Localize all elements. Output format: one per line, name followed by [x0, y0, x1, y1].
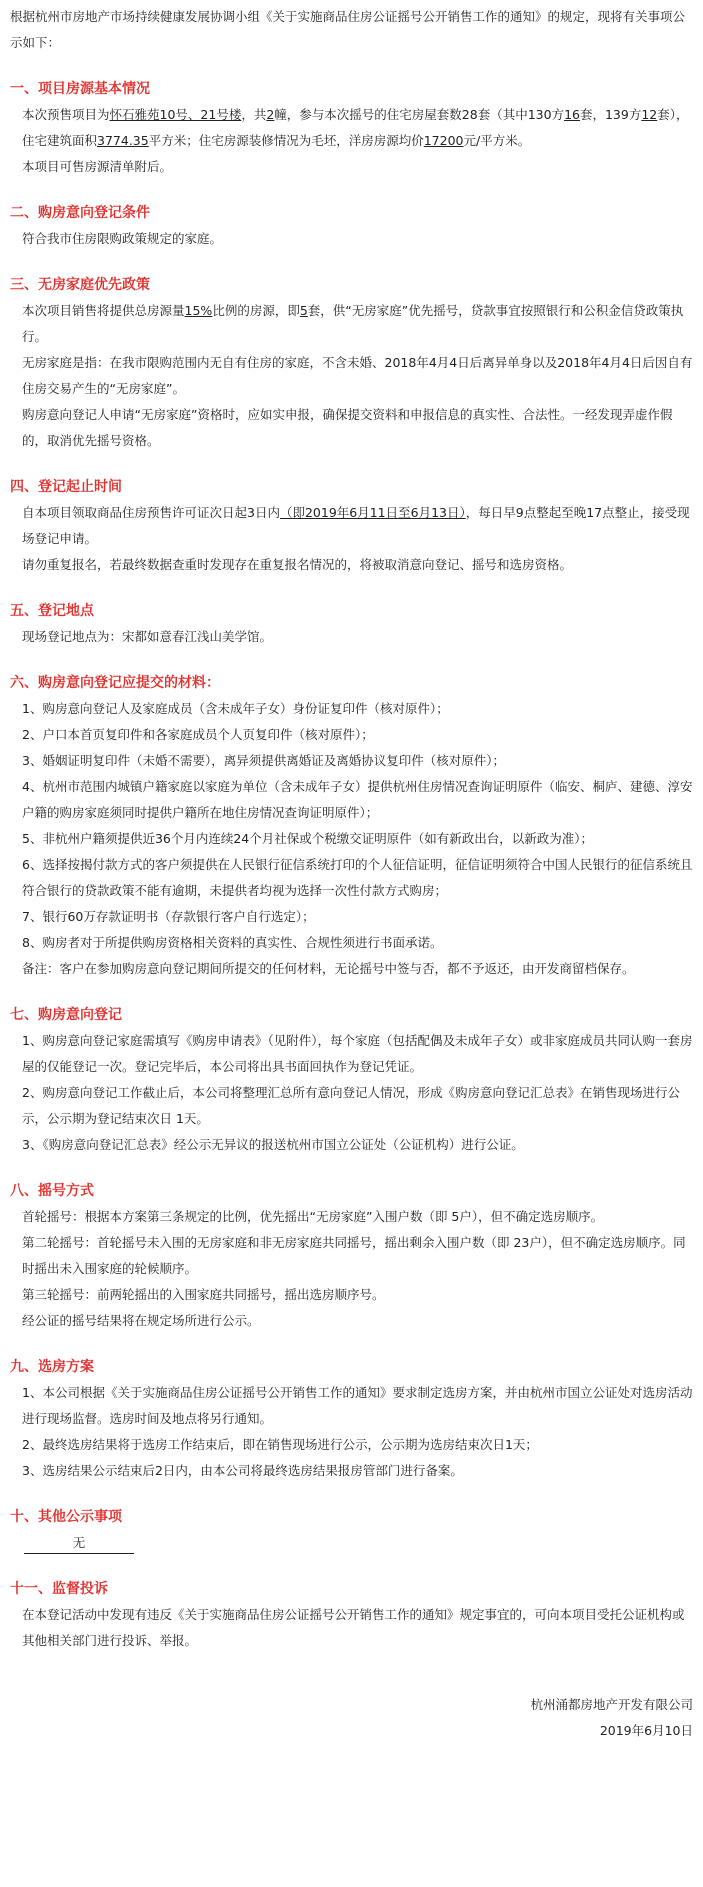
intro-paragraph: 根据杭州市房地产市场持续健康发展协调小组《关于实施商品住房公证摇号公开销售工作的通知》的规定，现将有关事项公示如下： [10, 9, 686, 50]
registration-item: 3、《购房意向登记汇总表》经公示无异议的报送杭州市国立公证处（公证机构）进行公证。 [22, 1137, 524, 1152]
average-price-value: 17200 [423, 133, 464, 148]
no-house-definition: 无房家庭是指：在我市限购范围内无自有住房的家庭，不含未婚、2018年4月4日后离异单身以及2018年4月4日后因自有住房交易产生的“无房家庭”。 [22, 355, 693, 396]
building-count: 2 [266, 107, 275, 122]
registration-item: 1、购房意向登记家庭需填写《购房申请表》（见附件），每个家庭（包括配偶及未成年子女）或非家庭成员共同认购一套房屋的仅能登记一次。登记完毕后，本公司将出具书面回执作为登记凭证。 [22, 1033, 693, 1074]
units-139-count: 12 [641, 107, 658, 122]
floor-area-value: 3774.35 [97, 133, 149, 148]
section-3-paragraph: 本次项目销售将提供总房源量15%比例的房源，即5套，供“无房家庭”优先摇号，贷款事宜按照银行和公积金信贷政策执行。 [22, 303, 684, 344]
lottery-item: 第三轮摇号：前两轮摇出的入围家庭共同摇号，摇出选房顺序号。 [22, 1287, 385, 1302]
section-11-paragraph: 在本登记活动中发现有违反《关于实施商品住房公证摇号公开销售工作的通知》规定事宜的，可向本项目受托公证机构或其他相关部门进行投诉、举报。 [22, 1607, 685, 1648]
lottery-item: 经公证的摇号结果将在规定场所进行公示。 [22, 1313, 260, 1328]
section-3-heading: 三、无房家庭优先政策 [10, 277, 150, 293]
section-7-heading: 七、购房意向登记 [10, 1007, 122, 1023]
selection-item: 1、本公司根据《关于实施商品住房公证摇号公开销售工作的通知》要求制定选房方案，并由杭州市国立公证处对选房活动进行现场监督。选房时间及地点将另行通知。 [22, 1385, 693, 1426]
material-item: 3、婚姻证明复印件（未婚不需要），离异须提供离婚证及离婚协议复印件（核对原件）； [22, 753, 505, 768]
section-9-heading: 九、选房方案 [10, 1359, 94, 1375]
section-10-paragraph [10, 1530, 693, 1556]
section-11-heading: 十一、监督投诉 [10, 1581, 108, 1597]
material-item: 6、选择按揭付款方式的客户须提供在人民银行征信系统打印的个人征信证明，征信证明须符合中国人民银行的征信系统且符合银行的贷款政策不能有逾期，未提供者均视为选择一次性付款方式购房； [22, 857, 693, 898]
units-130-count: 16 [564, 107, 580, 122]
section-1-paragraph: 本次预售项目为怀石雅苑10号、21号楼，共2幢，参与本次摇号的住宅房屋套数28套（其中130方16套，139方12套），住宅建筑面积3774.35平方米；住宅房源装修情况为毛坯，洋房房源均价17200元/平方米。 [22, 107, 689, 148]
section-5-paragraph: 现场登记地点为：宋都如意春江浅山美学馆。 [22, 629, 273, 644]
section-1-listing-note: 本项目可售房源清单附后。 [22, 159, 173, 174]
section-8-heading: 八、摇号方式 [10, 1183, 94, 1199]
quota-units: 5 [299, 303, 308, 318]
material-item: 4、杭州市范围内城镇户籍家庭以家庭为单位（含未成年子女）提供杭州住房情况查询证明原件（临安、桐庐、建德、淳安户籍的购房家庭须同时提供户籍所在地住房情况查询证明原件）； [22, 779, 693, 820]
material-item: 5、非杭州户籍须提供近36个月内连续24个月社保或个税缴交证明原件（如有新政出台，以新政为准）； [22, 831, 594, 846]
material-item: 2、户口本首页复印件和各家庭成员个人页复印件（核对原件）； [22, 727, 374, 742]
buildings-value: 怀石雅苑10号、21号楼 [109, 107, 242, 122]
registration-dates: （即2019年6月11日至6月13日） [279, 505, 466, 520]
quota-percent: 15% [184, 303, 213, 318]
other-matters-value: 无 [24, 1533, 134, 1554]
registration-item: 2、购房意向登记工作截止后，本公司将整理汇总所有意向登记人情况，形成《购房意向登记汇总表》在销售现场进行公示，公示期为登记结束次日 1天。 [22, 1085, 680, 1126]
section-6-heading: 六、购房意向登记应提交的材料： [10, 675, 220, 691]
section-5-heading: 五、登记地点 [10, 603, 94, 619]
section-2-paragraph: 符合我市住房限购政策规定的家庭。 [22, 231, 223, 246]
selection-item: 3、选房结果公示结束后2日内，由本公司将最终选房结果报房管部门进行备案。 [22, 1463, 463, 1478]
materials-note: 备注：客户在参加购房意向登记期间所提交的任何材料，无论摇号中签与否，都不予返还，由开发商留档保存。 [22, 961, 635, 976]
section-1-heading: 一、项目房源基本情况 [10, 81, 150, 97]
notice-document [10, 0, 693, 1744]
section-2-heading: 二、购房意向登记条件 [10, 205, 150, 221]
lottery-item: 首轮摇号：根据本方案第三条规定的比例，优先摇出“无房家庭”入围户数（即 5户），但不确定选房顺序。 [22, 1209, 604, 1224]
material-item: 8、购房者对于所提供购房资格相关资料的真实性、合规性须进行书面承诺。 [22, 935, 443, 950]
footer-company: 杭州涌都房地产开发有限公司 [530, 1697, 693, 1712]
material-item: 1、购房意向登记人及家庭成员（含未成年子女）身份证复印件（核对原件）； [22, 701, 449, 716]
selection-item: 2、最终选房结果将于选房工作结束后，即在销售现场进行公示，公示期为选房结束次日1天； [22, 1437, 538, 1452]
section-4-heading: 四、登记起止时间 [10, 479, 122, 495]
lottery-item: 第二轮摇号：首轮摇号未入围的无房家庭和非无房家庭共同摇号，摇出剩余入围户数（即 23户），但不确定选房顺序。同时摇出未入围家庭的轮候顺序。 [22, 1235, 686, 1276]
no-house-application: 购房意向登记人申请“无房家庭”资格时，应如实申报，确保提交资料和申报信息的真实性、合法性。一经发现弄虚作假的，取消优先摇号资格。 [22, 407, 673, 448]
section-4-paragraph: 自本项目领取商品住房预售许可证次日起3日内（即2019年6月11日至6月13日），每日早9点整起至晚17点整止，接受现场登记申请。 [22, 505, 690, 546]
duplicate-warning: 请勿重复报名，若最终数据查重时发现存在重复报名情况的，将被取消意向登记、摇号和选房资格。 [22, 557, 573, 572]
section-10-heading: 十、其他公示事项 [10, 1509, 122, 1525]
material-item: 7、银行60万存款证明书（存款银行客户自行选定）； [22, 909, 315, 924]
footer-date: 2019年6月10日 [599, 1723, 693, 1738]
